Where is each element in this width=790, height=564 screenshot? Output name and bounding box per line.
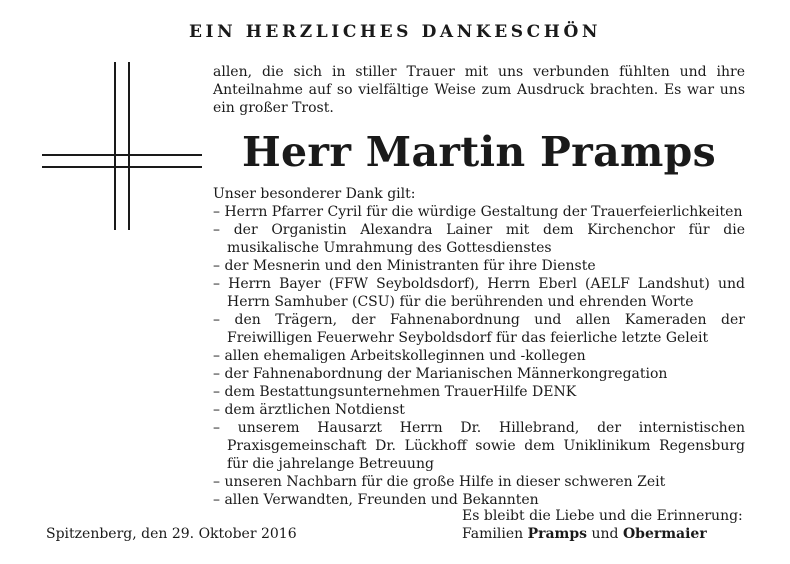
list-item: – den Trägern, der Fahnenabordnung und allen Kameraden der Freiwilligen Feuerwehr Seyboldsdorf für das feierliche letzte Geleit: [213, 312, 745, 346]
deceased-name: Herr Martin Pramps: [242, 128, 716, 176]
thanks-list: [213, 203, 745, 509]
list-item: – der Organistin Alexandra Lainer mit dem Kirchenchor für die musikalische Umrahmung des Gottesdienstes: [213, 222, 745, 256]
family-connector: und: [591, 526, 619, 542]
family-prefix: Familien: [462, 526, 524, 542]
heading: EIN HERZLICHES DANKESCHÖN: [189, 22, 601, 42]
cross-icon: [42, 62, 202, 230]
intro-text: allen, die sich in stiller Trauer mit uns verbunden fühlten und ihre Anteilnahme auf so vielfältige Weise zum Ausdruck brachten. Es war uns ein großer Trost.: [213, 64, 745, 116]
list-item: – allen Verwandten, Freunden und Bekannten: [213, 492, 539, 508]
list-item: – unserem Hausarzt Herrn Dr. Hillebrand, der internistischen Praxisgemeinschaft Dr. Lückhoff sowie dem Uniklinikum Regensburg für die jahrelange Betreuung: [213, 420, 745, 472]
family-signature: [462, 525, 707, 543]
list-item: – Herrn Bayer (FFW Seyboldsdorf), Herrn Eberl (AELF Landshut) und Herrn Samhuber (CSU) für die berührenden und ehrenden Worte: [213, 276, 745, 310]
list-item: – der Mesnerin und den Ministranten für ihre Dienste: [213, 258, 596, 274]
list-item: – Herrn Pfarrer Cyril für die würdige Gestaltung der Trauerfeierlichkeiten: [213, 204, 743, 220]
family-name-1: Pramps: [527, 526, 588, 542]
list-item: – unseren Nachbarn für die große Hilfe in dieser schweren Zeit: [213, 474, 666, 490]
list-item: – dem ärztlichen Notdienst: [213, 402, 405, 418]
place-date: Spitzenberg, den 29. Oktober 2016: [46, 526, 297, 542]
family-name-2: Obermaier: [622, 526, 707, 542]
list-item: – dem Bestattungsunternehmen TrauerHilfe DENK: [213, 384, 577, 400]
list-item: – allen ehemaligen Arbeitskolleginnen und -kollegen: [213, 348, 586, 364]
closing-line: Es bleibt die Liebe und die Erinnerung:: [462, 508, 743, 524]
list-item: – der Fahnenabordnung der Marianischen Männerkongregation: [213, 366, 668, 382]
thanks-label: Unser besonderer Dank gilt:: [213, 186, 416, 202]
